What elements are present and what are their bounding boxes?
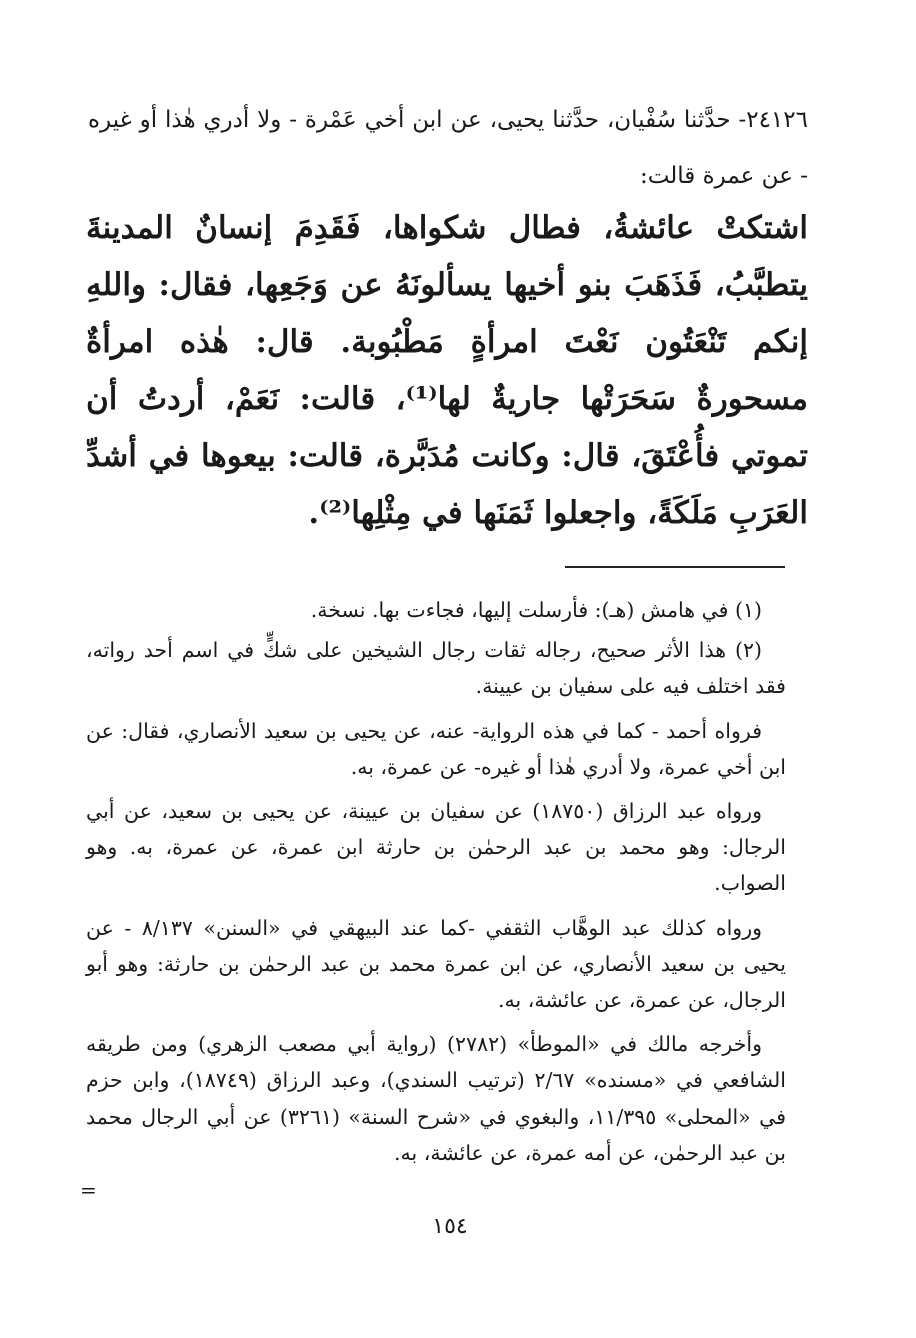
hadith-text: اشتكتْ عائشةُ، فطال شكواها، فَقَدِمَ إنسانٌ المدينةَ يتطبَّبُ، فَذَهَبَ بنو أخيها يسألونَهُ عن وَجَعِها، فقال: واللهِ إنكم تَنْعَتُون نَعْتَ امرأةٍ مَطْبُوبة. قال: هٰذه امرأةٌ مسحورةٌ سَحَرَتْها جاريةٌ لها⁽¹⁾، قالت: نَعَمْ، أردتُ أن تموتي فأُعْتَقَ، قال: وكانت مُدَبَّرة، قالت: بيعوها في أشدِّ العَرَبِ مَلَكَةً، واجعلوا ثَمَنَها في مِثْلِها⁽²⁾. — [86, 210, 808, 531]
footnote-separator — [565, 566, 785, 568]
hadith-header: ٢٤١٢٦- حدَّثنا سُفْيان، حدَّثنا يحيى، عن ابن أخي عَمْرة - ولا أدري هٰذا أو غيره - عن عمرة قالت: — [88, 107, 808, 189]
page-number: ١٥٤ — [432, 1214, 468, 1239]
footnote-paragraph: ورواه كذلك عبد الوهَّاب الثقفي -كما عند البيهقي في «السنن» ٨/١٣٧ - عن يحيى بن سعيد الأنصاري، عن ابن عمرة محمد بن عبد الرحمٰن بن حارثة: وهو أبو الرجال، عن عمرة، عن عائشة، به. — [86, 915, 786, 1013]
footnote-2: (٢) هذا الأثر صحيح، رجاله ثقات رجال الشيخين على شكٍّ في اسم أحد رواته، فقد اختلف فيه على سفيان بن عيينة. — [86, 638, 786, 699]
footnotes — [86, 592, 786, 1171]
footnote-paragraph: وأخرجه مالك في «الموطأ» (٢٧٨٢) (رواية أبي مصعب الزهري) ومن طريقه الشافعي في «مسنده» ٢/٦٧ (ترتيب السندي)، وعبد الرزاق (١٨٧٤٩)، وابن حزم في «المحلى» ١١/٣٩٥، والبغوي في «شرح السنة» (٣٢٦١) عن أبي الرجال محمد بن عبد الرحمٰن، عن أمه عمرة، عن عائشة، به. — [86, 1032, 787, 1165]
footnote-paragraph: ورواه عبد الرزاق (١٨٧٥٠) عن سفيان بن عيينة، عن يحيى بن سعيد، عن أبي الرجال: وهو محمد بن عبد الرحمٰن بن حارثة ابن عمرة، عن عمرة، به. وهو الصواب. — [86, 799, 786, 896]
footnote-1: (١) في هامش (هـ): فأرسلت إليها، فجاءت بها. نسخة. — [310, 598, 762, 622]
footnote-paragraph: فرواه أحمد - كما في هذه الرواية- عنه، عن يحيى بن سعيد الأنصاري، فقال: عن ابن أخي عمرة، ولا أدري هٰذا أو غيره- عن عمرة، به. — [86, 718, 786, 779]
continuation-mark: = — [80, 1178, 97, 1202]
